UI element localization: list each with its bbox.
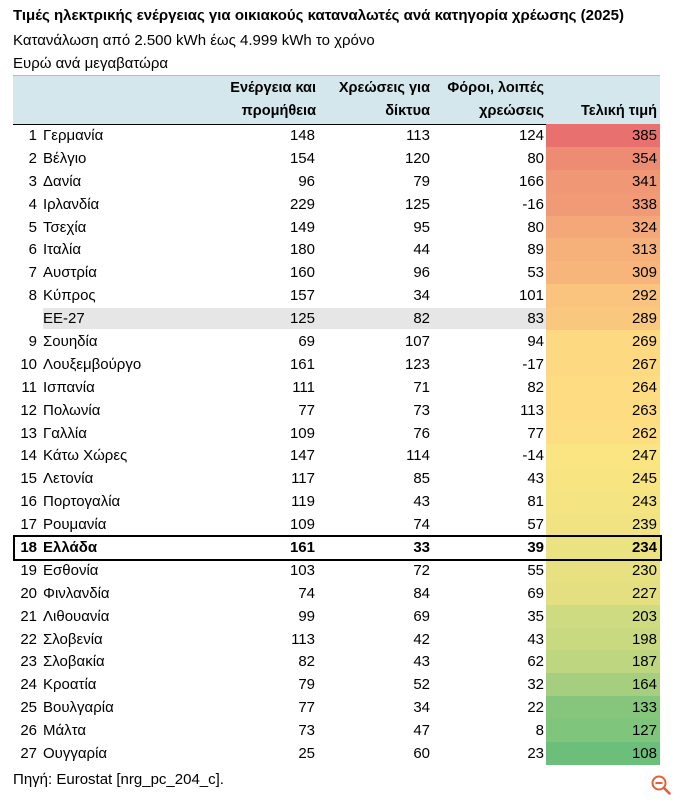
taxes-cell: 80 [527, 218, 544, 236]
country-cell: Λετονία [43, 470, 94, 488]
header-energy [213, 76, 316, 124]
unit-label: Ευρώ ανά μεγαβατώρα [13, 55, 169, 72]
table-row [13, 261, 660, 284]
total-cell [546, 582, 660, 605]
total-value: 263 [631, 401, 657, 419]
country-cell: Ιταλία [43, 241, 82, 259]
energy-cell: 180 [289, 241, 315, 259]
network-cell: 85 [413, 470, 430, 488]
header-taxes [428, 76, 544, 124]
network-cell: 95 [413, 218, 430, 236]
country-cell: Εσθονία [43, 561, 99, 579]
total-value: 227 [631, 584, 657, 602]
total-cell [546, 490, 660, 513]
energy-cell: 103 [289, 561, 315, 579]
taxes-cell: 82 [527, 378, 544, 396]
country-cell: Σλοβακία [43, 653, 105, 671]
table-header [13, 75, 660, 125]
energy-cell: 161 [289, 355, 315, 373]
taxes-cell: 77 [527, 424, 544, 442]
total-cell [546, 261, 660, 284]
total-cell [546, 513, 660, 536]
total-cell [546, 399, 660, 422]
total-cell [546, 376, 660, 399]
taxes-cell: 53 [527, 264, 544, 282]
total-cell [546, 238, 660, 261]
table-row [13, 559, 660, 582]
energy-cell: 99 [298, 607, 315, 625]
total-value: 164 [631, 676, 657, 694]
total-cell [546, 628, 660, 651]
table-row [13, 742, 660, 765]
taxes-cell: 35 [527, 607, 544, 625]
energy-cell: 77 [298, 699, 315, 717]
country-cell: Τσεχία [43, 218, 87, 236]
energy-cell: 74 [298, 584, 315, 602]
rank-cell: 16 [20, 493, 37, 511]
table-row [13, 719, 660, 742]
table-subtitle: Κατανάλωση από 2.500 kWh έως 4.999 kWh το χρόνο [13, 32, 375, 49]
energy-cell: 119 [291, 493, 315, 511]
energy-cell: 96 [298, 172, 315, 190]
total-value: 245 [631, 470, 657, 488]
rank-cell: 18 [20, 539, 37, 557]
country-cell: Ουγγαρία [43, 745, 108, 763]
total-cell [546, 467, 660, 490]
table-row [13, 376, 660, 399]
taxes-cell: 32 [527, 676, 544, 694]
total-cell [546, 559, 660, 582]
total-value: 127 [631, 722, 657, 740]
network-cell: 73 [413, 401, 430, 419]
rank-cell: 15 [20, 470, 37, 488]
header-taxes-line2: χρεώσεις [479, 103, 544, 119]
total-value: 292 [631, 287, 657, 305]
network-cell: 76 [413, 424, 430, 442]
network-cell: 42 [413, 630, 430, 648]
total-value: 262 [631, 424, 657, 442]
total-value: 243 [631, 493, 657, 511]
rank-cell: 5 [28, 218, 37, 236]
country-cell: ΕΕ-27 [43, 310, 85, 328]
table-title: Τιμές ηλεκτρικής ενέργειας για οικιακούς καταναλωτές ανά κατηγορία χρέωσης (2025) [13, 7, 624, 24]
taxes-cell: 94 [527, 333, 544, 351]
total-value: 338 [631, 195, 657, 213]
rank-cell: 3 [28, 172, 37, 190]
energy-cell: 117 [291, 470, 315, 488]
total-value: 234 [631, 539, 657, 557]
network-cell: 43 [413, 493, 430, 511]
energy-cell: 79 [298, 676, 315, 694]
network-cell: 114 [406, 447, 430, 465]
country-cell: Βέλγιο [43, 149, 87, 167]
header-network [313, 76, 430, 124]
total-value: 309 [631, 264, 657, 282]
taxes-cell: 113 [520, 401, 544, 419]
table-row-eu27 [13, 307, 660, 330]
energy-cell: 149 [289, 218, 315, 236]
network-cell: 44 [413, 241, 430, 259]
total-value: 198 [631, 630, 657, 648]
table-row [13, 582, 660, 605]
taxes-cell: 62 [527, 653, 544, 671]
rank-cell: 13 [20, 424, 37, 442]
rank-cell: 14 [20, 447, 37, 465]
total-value: 341 [631, 172, 657, 190]
energy-cell: 73 [298, 722, 315, 740]
table-row [13, 193, 660, 216]
country-cell: Ρουμανία [43, 516, 107, 534]
total-value: 385 [631, 127, 657, 144]
energy-cell: 154 [289, 149, 315, 167]
taxes-cell: 89 [527, 241, 544, 259]
total-cell [546, 307, 660, 330]
energy-cell: 69 [298, 333, 315, 351]
table-row [13, 422, 660, 445]
country-cell: Πορτογαλία [43, 493, 121, 511]
total-cell [546, 216, 660, 239]
taxes-cell: 43 [527, 470, 544, 488]
rank-cell: 23 [20, 653, 37, 671]
total-cell [546, 605, 660, 628]
highlight-frame [13, 535, 662, 561]
rank-cell: 6 [28, 241, 37, 259]
country-cell: Δανία [43, 172, 82, 190]
energy-cell: 109 [289, 424, 315, 442]
country-cell: Σουηδία [43, 333, 98, 351]
total-value: 313 [631, 241, 657, 259]
total-value: 354 [631, 149, 657, 167]
table-row [13, 490, 660, 513]
total-cell [546, 719, 660, 742]
taxes-cell: -16 [522, 195, 544, 213]
taxes-cell: 166 [518, 172, 544, 190]
rank-cell: 19 [20, 561, 37, 579]
network-cell: 107 [404, 333, 430, 351]
energy-cell: 82 [298, 653, 315, 671]
country-cell: Σλοβενία [43, 630, 103, 648]
country-cell: Ιρλανδία [43, 195, 100, 213]
total-cell [546, 193, 660, 216]
country-cell: Κροατία [43, 676, 97, 694]
energy-cell: 229 [289, 195, 315, 213]
table-row [13, 216, 660, 239]
taxes-cell: 69 [527, 584, 544, 602]
total-value: 133 [631, 699, 657, 717]
table-row [13, 284, 660, 307]
country-cell: Βουλγαρία [43, 699, 114, 717]
total-value: 187 [631, 653, 657, 671]
network-cell: 72 [413, 561, 430, 579]
total-cell [546, 742, 660, 765]
rank-cell: 25 [20, 699, 37, 717]
table-row [13, 650, 660, 673]
country-cell: Αυστρία [43, 264, 97, 282]
table-body [13, 124, 660, 765]
country-cell: Γαλλία [43, 424, 87, 442]
country-cell: Λουξεμβούργο [43, 355, 142, 373]
country-cell: Μάλτα [43, 722, 87, 740]
energy-cell: 160 [289, 264, 315, 282]
total-cell [546, 444, 660, 467]
network-cell: 47 [413, 722, 430, 740]
table-row [13, 467, 660, 490]
taxes-cell: 124 [518, 127, 544, 144]
rank-cell: 27 [20, 745, 37, 763]
rank-cell: 2 [28, 149, 37, 167]
total-value: 247 [631, 447, 657, 465]
table-row [13, 399, 660, 422]
total-cell [546, 696, 660, 719]
taxes-cell: 80 [527, 149, 544, 167]
total-cell [546, 170, 660, 193]
total-value: 108 [631, 745, 657, 763]
rank-cell: 21 [20, 607, 37, 625]
country-cell: Κύπρος [43, 287, 96, 305]
rank-cell: 9 [28, 333, 37, 351]
taxes-cell: -17 [522, 355, 544, 373]
energy-cell: 77 [298, 401, 315, 419]
energy-cell: 111 [292, 378, 315, 396]
taxes-cell: 39 [527, 539, 544, 557]
total-cell [546, 650, 660, 673]
energy-cell: 125 [289, 310, 315, 328]
network-cell: 69 [413, 607, 430, 625]
total-value: 289 [631, 310, 657, 328]
total-cell [546, 124, 660, 147]
total-value: 264 [631, 378, 657, 396]
total-value: 267 [631, 355, 657, 373]
total-cell [546, 422, 660, 445]
taxes-cell: 81 [527, 493, 544, 511]
network-cell: 125 [404, 195, 430, 213]
rank-cell: 4 [28, 195, 37, 213]
energy-cell: 109 [289, 516, 315, 534]
taxes-cell: 8 [535, 722, 544, 740]
taxes-cell: 23 [527, 745, 544, 763]
header-energy-line1: Ενέργεια και [230, 80, 316, 96]
total-value: 324 [631, 218, 657, 236]
table-row [13, 444, 660, 467]
rank-cell: 11 [21, 378, 37, 396]
network-cell: 33 [413, 539, 430, 557]
header-taxes-line1: Φόροι, λοιπές [447, 80, 544, 96]
rank-cell: 12 [20, 401, 37, 419]
network-cell: 34 [413, 287, 430, 305]
table-row [13, 147, 660, 170]
table-row [13, 170, 660, 193]
table-row [13, 330, 660, 353]
taxes-cell: 101 [518, 287, 544, 305]
rank-cell: 20 [20, 584, 37, 602]
total-value: 203 [631, 607, 657, 625]
header-total-line2: Τελική τιμή [581, 103, 657, 119]
energy-cell: 147 [289, 447, 315, 465]
zoom-out-icon[interactable] [650, 774, 672, 796]
table-row [13, 124, 660, 147]
table-row [13, 238, 660, 261]
country-cell: Ελλάδα [43, 539, 98, 557]
total-cell [546, 284, 660, 307]
header-energy-line2: προμήθεια [241, 103, 316, 119]
rank-cell: 24 [20, 676, 37, 694]
country-cell: Φινλανδία [43, 584, 110, 602]
header-network-line2: δίκτυα [385, 103, 430, 119]
network-cell: 34 [413, 699, 430, 717]
taxes-cell: 57 [527, 516, 544, 534]
total-value: 239 [631, 516, 657, 534]
network-cell: 82 [413, 310, 430, 328]
rank-cell: 1 [28, 127, 37, 144]
rank-cell: 7 [28, 264, 37, 282]
table-row [13, 605, 660, 628]
table-row [13, 513, 660, 536]
total-cell [546, 673, 660, 696]
network-cell: 113 [406, 127, 430, 144]
network-cell: 84 [413, 584, 430, 602]
network-cell: 43 [413, 653, 430, 671]
total-value: 230 [631, 561, 657, 579]
table-row [13, 696, 660, 719]
network-cell: 71 [413, 378, 430, 396]
country-cell: Πολωνία [43, 401, 101, 419]
rank-cell: 26 [20, 722, 37, 740]
header-total [546, 76, 657, 124]
taxes-cell: 43 [527, 630, 544, 648]
total-value: 269 [631, 333, 657, 351]
energy-cell: 113 [291, 630, 315, 648]
network-cell: 123 [404, 355, 430, 373]
network-cell: 79 [413, 172, 430, 190]
total-cell [546, 330, 660, 353]
energy-cell: 161 [289, 539, 315, 557]
network-cell: 60 [413, 745, 430, 763]
energy-cell: 25 [298, 745, 315, 763]
table-row [13, 628, 660, 651]
rank-cell: 10 [20, 355, 37, 373]
taxes-cell: -14 [522, 447, 544, 465]
network-cell: 52 [413, 676, 430, 694]
country-cell: Λιθουανία [43, 607, 110, 625]
table-row [13, 353, 660, 376]
country-cell: Κάτω Χώρες [43, 447, 128, 465]
header-network-line1: Χρεώσεις για [338, 80, 430, 96]
source-note: Πηγή: Eurostat [nrg_pc_204_c]. [13, 771, 224, 788]
total-cell [546, 147, 660, 170]
rank-cell: 17 [20, 516, 37, 534]
total-cell [546, 353, 660, 376]
country-cell: Γερμανία [43, 127, 104, 144]
table-row [13, 673, 660, 696]
network-cell: 120 [404, 149, 430, 167]
taxes-cell: 83 [527, 310, 544, 328]
country-cell: Ισπανία [43, 378, 95, 396]
network-cell: 96 [413, 264, 430, 282]
taxes-cell: 22 [527, 699, 544, 717]
rank-cell: 8 [28, 287, 37, 305]
network-cell: 74 [413, 516, 430, 534]
taxes-cell: 55 [527, 561, 544, 579]
rank-cell: 22 [20, 630, 37, 648]
energy-cell: 148 [289, 127, 315, 144]
energy-cell: 157 [289, 287, 315, 305]
